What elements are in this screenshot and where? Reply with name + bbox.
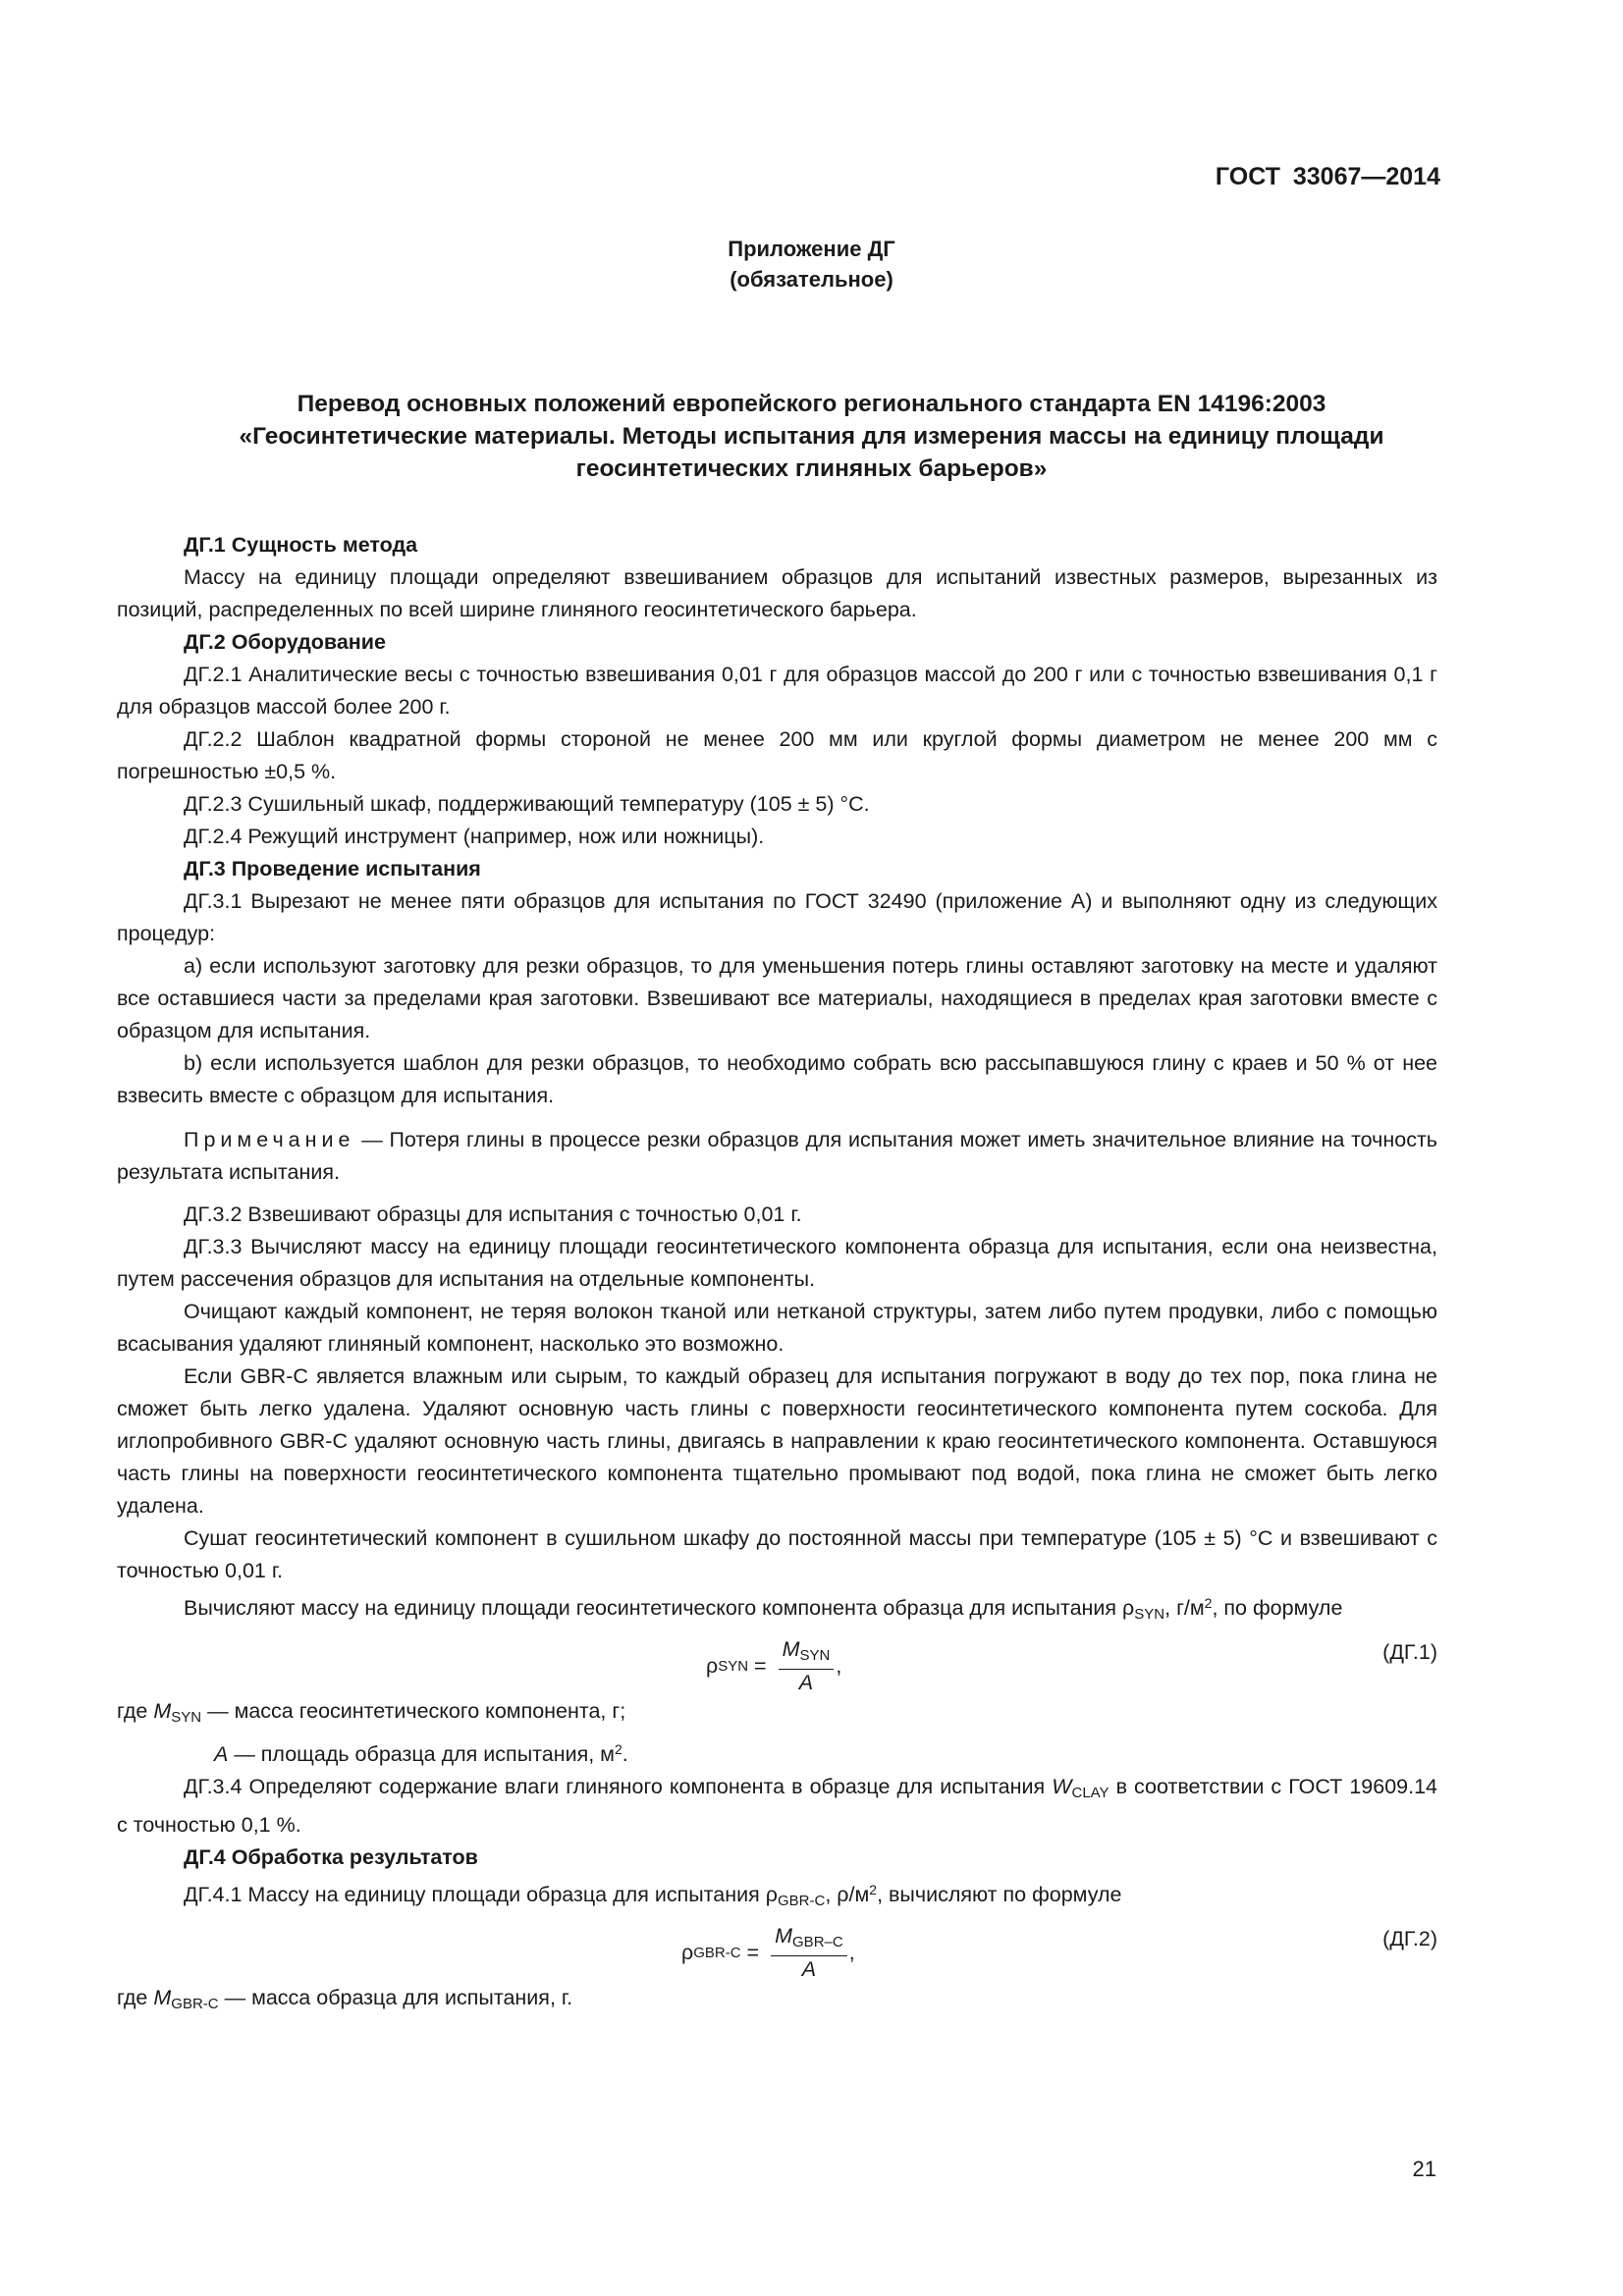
subscript: CLAY xyxy=(1071,1785,1109,1801)
paragraph: Очищают каждый компонент, не теряя волокон тканой или нетканой структуры, затем либо путем продувки, либо с помощью всасывания удаляют глиняный компонент, насколько это возможно. xyxy=(117,1300,1437,1356)
note-text: — Потеря глины в процессе резки образцов для испытания может иметь значительное влияние на точность результата испытания. xyxy=(117,1128,1437,1184)
title-line-2: «Геосинтетические материалы. Методы испытания для измерения массы на единицу площади xyxy=(239,423,1384,450)
formula-number: (ДГ.1) xyxy=(1382,1640,1437,1664)
title-line-3: геосинтетических глиняных барьеров» xyxy=(575,455,1048,482)
section-heading-1: ДГ.1 Сущность метода xyxy=(184,533,418,557)
paragraph: ДГ.2.2 Шаблон квадратной формы стороной не менее 200 мм или круглой формы диаметром не менее 200 мм с погрешностью ±0,5 %. xyxy=(117,727,1437,783)
list-item-b: b) если используется шаблон для резки образцов, то необходимо собрать всю рассыпавшуюся глину с краев и 50 % от нее взвесить вместе с образцом для испытания. xyxy=(117,1051,1437,1107)
formula-symbol: A xyxy=(798,1671,814,1694)
list-item-a: а) если используют заготовку для резки образцов, то для уменьшения потерь глины оставляют заготовку на месте и удаляют все оставшиеся части за пределами края заготовки. Взвешивают все материалы, находящиеся в пределах края заготовки вместе с образцом для испытания. xyxy=(117,954,1437,1042)
text-run: , ρ/м xyxy=(825,1883,870,1906)
equals-sign: = xyxy=(740,1940,766,1964)
subscript: SYN xyxy=(799,1647,831,1664)
subscript: SYN xyxy=(718,1657,749,1675)
denominator xyxy=(795,1670,817,1695)
subscript: GBR–C xyxy=(792,1934,843,1950)
formula-dg1 xyxy=(117,1630,1437,1695)
appendix-status: (обязательное) xyxy=(730,267,893,292)
text-run: где xyxy=(117,1986,154,2009)
text-run: в соответствии с ГОСТ 19609.14 с точностью 0,1 %. xyxy=(117,1775,1437,1837)
paragraph: Сушат геосинтетический компонент в сушильном шкафу до постоянной массы при температуре (105 ± 5) °С и взвешивают с точностью 0,01 г. xyxy=(117,1526,1437,1582)
text-run: , по формуле xyxy=(1212,1596,1343,1620)
formula-symbol: ρ xyxy=(706,1653,719,1678)
note-label: Примечание xyxy=(184,1128,355,1151)
note xyxy=(117,1124,1437,1189)
paragraph: ДГ.2.1 Аналитические весы с точностью взвешивания 0,01 г для образцов массой до 200 г или с точностью взвешивания 0,1 г для образцов массой более 200 г. xyxy=(117,663,1437,719)
numerator xyxy=(771,1923,847,1956)
denominator xyxy=(798,1956,820,1982)
where-clause xyxy=(117,1982,1437,2020)
formula-symbol: W xyxy=(1052,1775,1072,1798)
text-run: Вычисляют массу на единицу площади геосинтетического компонента образца для испытания ρ xyxy=(184,1596,1135,1620)
fraction xyxy=(771,1923,847,1982)
formula-symbol: M xyxy=(153,1986,172,2009)
superscript: 2 xyxy=(614,1741,622,1757)
paragraph xyxy=(117,1587,1437,1630)
punctuation: , xyxy=(836,1653,842,1678)
section-heading-2: ДГ.2 Оборудование xyxy=(184,630,386,654)
text-run: ДГ.3.4 Определяют содержание влаги глиняного компонента в образце для испытания xyxy=(184,1775,1053,1798)
subscript: GBR-C xyxy=(171,1996,219,2012)
text-run: где xyxy=(117,1699,154,1723)
where-clause xyxy=(117,1695,1437,1734)
superscript: 2 xyxy=(869,1882,878,1897)
text-run: , вычисляют по формуле xyxy=(877,1883,1122,1906)
formula-symbol: M xyxy=(153,1699,172,1723)
paragraph: ДГ.2.3 Сушильный шкаф, поддерживающий температуру (105 ± 5) °С. xyxy=(184,792,870,816)
paragraph: ДГ.3.1 Вырезают не менее пяти образцов для испытания по ГОСТ 32490 (приложение А) и выполняют одну из следующих процедур: xyxy=(117,889,1437,945)
paragraph xyxy=(117,1874,1437,1917)
formula-dg2 xyxy=(117,1917,1437,1982)
subscript: SYN xyxy=(171,1709,202,1726)
numerator xyxy=(779,1636,835,1670)
page-number: 21 xyxy=(1412,2157,1436,2181)
paragraph: ДГ.3.2 Взвешивают образцы для испытания с точностью 0,01 г. xyxy=(184,1202,802,1226)
text-run: . xyxy=(622,1742,628,1766)
text-run: ДГ.4.1 Массу на единицу площади образца для испытания ρ xyxy=(184,1883,778,1906)
document-title xyxy=(98,388,1525,485)
formula-symbol: ρ xyxy=(681,1940,694,1964)
paragraph: Если GBR-C является влажным или сырым, то каждый образец для испытания погружают в воду до тех пор, пока глина не сможет быть легко удалена. Удаляют основную часть глины с поверхности геосинтетического компонента путем соскоба. Для иглопробивного GBR-C удаляют основную часть глины, двигаясь в направлении к краю геосинтетического компонента. Оставшуюся часть глины на поверхности геосинтетического компонента тщательно промывают под водой, пока глина не сможет быть легко удалена. xyxy=(117,1364,1437,1518)
equals-sign: = xyxy=(748,1653,773,1678)
text-run: , г/м xyxy=(1164,1596,1205,1620)
text-run: — масса геосинтетического компонента, г; xyxy=(201,1699,626,1723)
formula-expression xyxy=(706,1636,841,1695)
paragraph: ДГ.3.3 Вычисляют массу на единицу площади геосинтетического компонента образца для испытания, если она неизвестна, путем рассечения образцов для испытания на отдельные компоненты. xyxy=(117,1235,1437,1291)
paragraph xyxy=(117,1771,1437,1842)
section-heading-4: ДГ.4 Обработка результатов xyxy=(184,1845,478,1869)
formula-number: (ДГ.2) xyxy=(1382,1927,1437,1950)
appendix-label: Приложение ДГ xyxy=(728,237,895,261)
subscript: SYN xyxy=(1134,1606,1165,1623)
text-run: — масса образца для испытания, г. xyxy=(218,1986,573,2009)
subscript: GBR-C xyxy=(777,1893,826,1909)
text-run: — площадь образца для испытания, м xyxy=(228,1742,615,1766)
formula-symbol: M xyxy=(782,1637,800,1661)
section-heading-3: ДГ.3 Проведение испытания xyxy=(184,857,481,881)
title-line-1: Перевод основных положений европейского регионального стандарта EN 14196:2003 xyxy=(297,391,1326,417)
punctuation: , xyxy=(848,1940,855,1964)
fraction xyxy=(779,1636,835,1695)
subscript: GBR-C xyxy=(693,1944,741,1961)
paragraph: Массу на единицу площади определяют взвешиванием образцов для испытаний известных размеров, вырезанных из позиций, распределенных по всей ширине глиняного геосинтетического барьера. xyxy=(117,565,1437,621)
formula-symbol: A xyxy=(214,1742,229,1766)
document-number: ГОСТ 33067—2014 xyxy=(1215,163,1440,190)
formula-symbol: A xyxy=(801,1957,817,1981)
appendix-heading xyxy=(0,234,1623,294)
where-clause xyxy=(117,1734,1437,1771)
document-body xyxy=(117,529,1437,2020)
paragraph: ДГ.2.4 Режущий инструмент (например, нож или ножницы). xyxy=(184,825,765,848)
formula-expression xyxy=(681,1923,855,1982)
superscript: 2 xyxy=(1204,1595,1213,1611)
formula-symbol: M xyxy=(775,1924,793,1948)
